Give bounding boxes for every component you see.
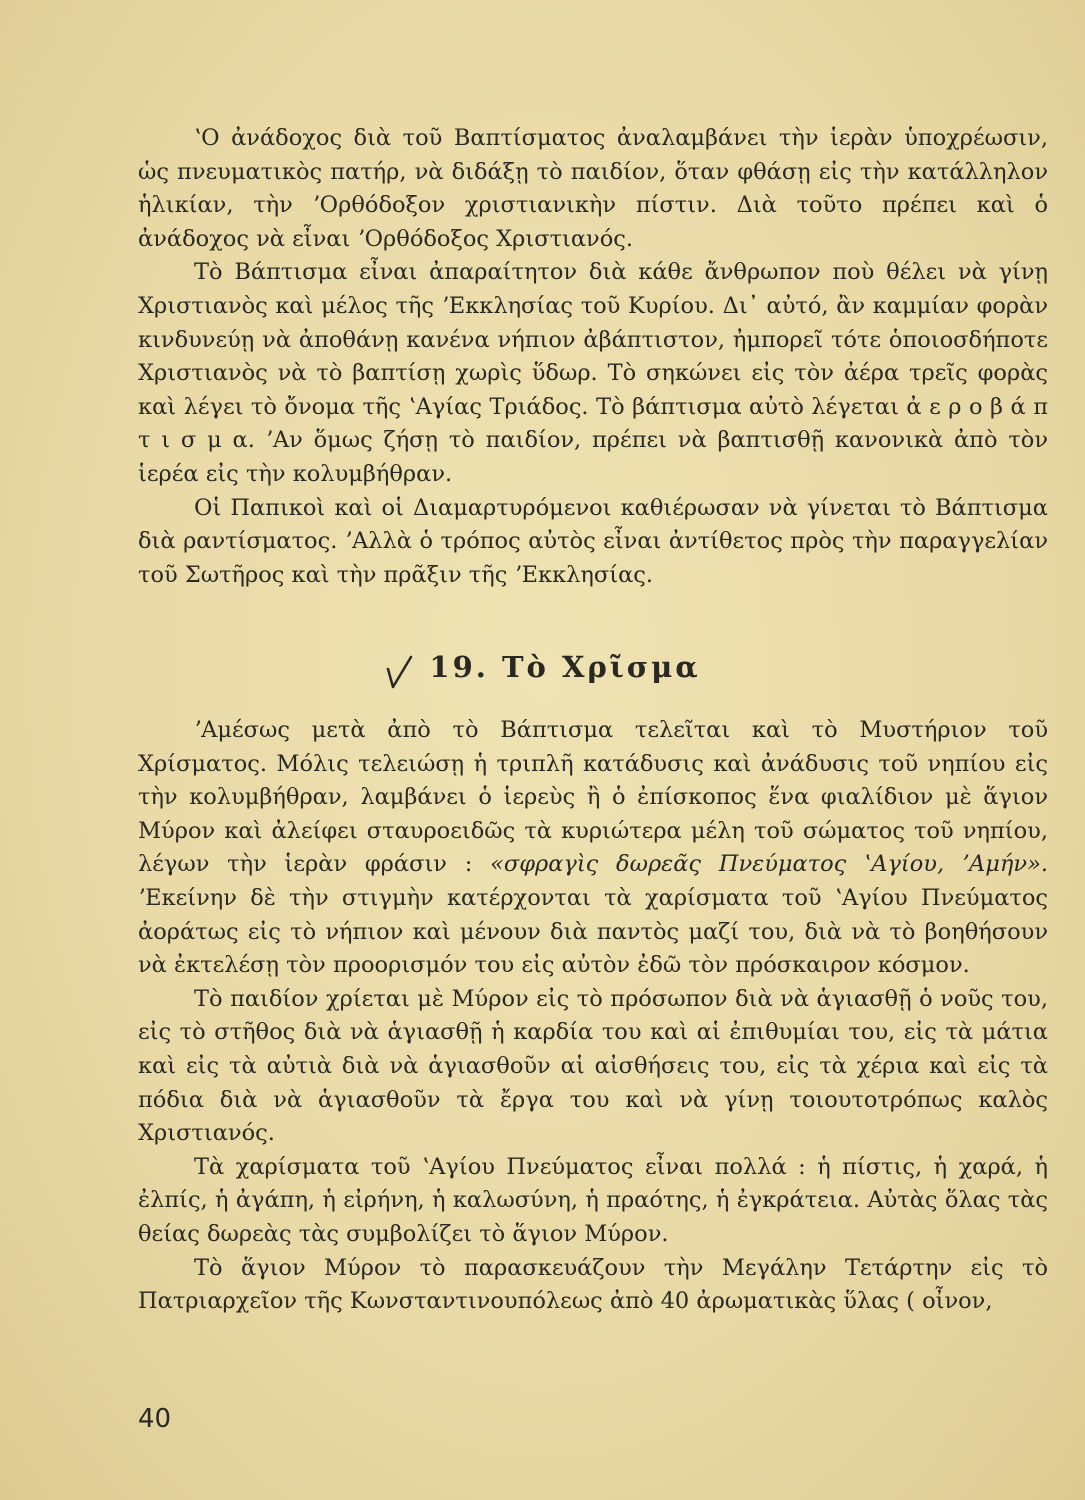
section-heading: 19. Τὸ Χρῖσμα (429, 650, 701, 684)
paragraph-baptism-necessity: Τὸ Βάπτισμα εἶναι ἀπαραίτητον διὰ κάθε ἄνθρωπον ποὺ θέλει νὰ γίνῃ Χριστιανὸς καὶ μέλος τῆς ʼΕκκλησίας τοῦ Κυρίου. Δι᾿ αὐτό, ἂν καμμίαν φορὰν κινδυνεύῃ νὰ ἀποθάνῃ κανένα νήπιον ἀβάπτιστον, ἠμπορεῖ τότε ὁποιοσδήποτε Χριστιανὸς νὰ τὸ βαπτίσῃ χωρὶς ὕδωρ. Τὸ σηκώνει εἰς τὸν ἀέρα τρεῖς φορὰς καὶ λέγει τὸ ὄνομα τῆς ʽΑγίας Τριάδος. Τὸ βάπτισμα αὐτὸ λέγεται ἀ ε ρ ο β ά π τ ι σ μ α. ʼΑν ὅμως ζήσῃ τὸ παιδίον, πρέπει νὰ βαπτισθῇ κανονικὰ ἀπὸ τὸν ἱερέα εἰς τὴν κολυμβήθραν. (138, 259, 1048, 487)
bottom-text-section (138, 714, 1048, 1319)
paragraph-godparent: ʽΟ ἀνάδοχος διὰ τοῦ Βαπτίσματος ἀναλαμβάνει τὴν ἱερὰν ὑποχρέωσιν, ὡς πνευματικὸς πατήρ, νὰ διδάξῃ τὸ παιδίον, ὅταν φθάσῃ εἰς τὴν κατάλληλον ἡλικίαν, τὴν ʼΟρθόδοξον χριστιανικὴν πίστιν. Διὰ τοῦτο πρέπει καὶ ὁ ἀνάδοχος νὰ εἶναι ʼΟρθόδοξος Χριστιανός. (138, 125, 1048, 252)
paragraph-myron-preparation: Τὸ ἅγιον Μύρον τὸ παρασκευάζουν τὴν Μεγάλην Τετάρτην εἰς τὸ Πατριαρχεῖον τῆς Κωνσταντινουπόλεως ἀπὸ 40 ἀρωματικὰς ὕλας ( οἶνον, (138, 1254, 1048, 1315)
page-number: 40 (138, 1404, 172, 1434)
paragraph-papists-protestants: Οἱ Παπικοὶ καὶ οἱ Διαμαρτυρόμενοι καθιέρωσαν νὰ γίνεται τὸ Βάπτισμα διὰ ραντίσματος. ʼΑλλὰ ὁ τρόπος αὐτὸς εἶναι ἀντίθετος πρὸς τὴν παραγγελίαν τοῦ Σωτῆρος καὶ τὴν πρᾶξιν τῆς ʼΕκκλησίας. (138, 494, 1048, 588)
top-text-section (138, 122, 1048, 592)
handwritten-check-icon (384, 653, 414, 693)
paragraph-chrism-intro (138, 714, 1048, 983)
paragraph-anointing-body: Τὸ παιδίον χρίεται μὲ Μύρον εἰς τὸ πρόσωπον διὰ νὰ ἁγιασθῇ ὁ νοῦς του, εἰς τὸ στῆθος διὰ νὰ ἁγιασθῇ ἡ καρδία του καὶ αἱ ἐπιθυμίαι του, εἰς τὰ μάτια καὶ εἰς τὰ αὐτιὰ διὰ νὰ ἁγιασθοῦν αἱ αἰσθήσεις του, εἰς τὰ χέρια καὶ εἰς τὰ πόδια διὰ νὰ ἁγιασθοῦν τὰ ἔργα του καὶ νὰ γίνῃ τοιουτοτρόπως καλὸς Χριστιανός. (138, 985, 1048, 1147)
chrism-gifts-text: ʼΕκείνην δὲ τὴν στιγμὴν κατέρχονται τὰ χαρίσματα τοῦ ʽΑγίου Πνεύματος ἀοράτως εἰς τὸ νήπιον καὶ μένουν διὰ παντὸς μαζί του, διὰ νὰ τὸ βοηθήσουν νὰ ἐκτελέσῃ τὸν προορισμόν του εἰς αὐτὸν ἐδῶ τὸν πρόσκαιρον κόσμον. (138, 884, 1048, 979)
paragraph-gifts-list: Τὰ χαρίσματα τοῦ ʽΑγίου Πνεύματος εἶναι πολλά : ἡ πίστις, ἡ χαρά, ἡ ἐλπίς, ἡ ἀγάπη, ἡ εἰρήνη, ἡ καλωσύνη, ἡ πραότης, ἡ ἐγκράτεια. Αὐτὰς ὅλας τὰς θείας δωρεὰς τὰς συμβολίζει τὸ ἅγιον Μύρον. (138, 1153, 1048, 1247)
section-heading-wrap (0, 650, 1085, 693)
sacred-phrase: «σφραγὶς δωρεᾶς Πνεύματος ʽΑγίου, ʼΑμήν». (490, 851, 1048, 878)
chrism-intro-text: ʼΑμέσως μετὰ ἀπὸ τὸ Βάπτισμα τελεῖται καὶ τὸ Μυστήριον τοῦ Χρίσματος. Μόλις τελειώσῃ ἡ τριπλῆ κατάδυσις καὶ ἀνάδυσις τοῦ νηπίου εἰς τὴν κολυμβήθραν, λαμβάνει ὁ ἱερεὺς ἢ ὁ ἐπίσκοπος ἕνα φιαλίδιον μὲ ἅγιον Μύρον καὶ ἀλείφει σταυροειδῶς τὰ κυριώτερα μέλη τοῦ σώματος τοῦ νηπίου, λέγων τὴν ἱερὰν φράσιν : (138, 717, 1048, 878)
